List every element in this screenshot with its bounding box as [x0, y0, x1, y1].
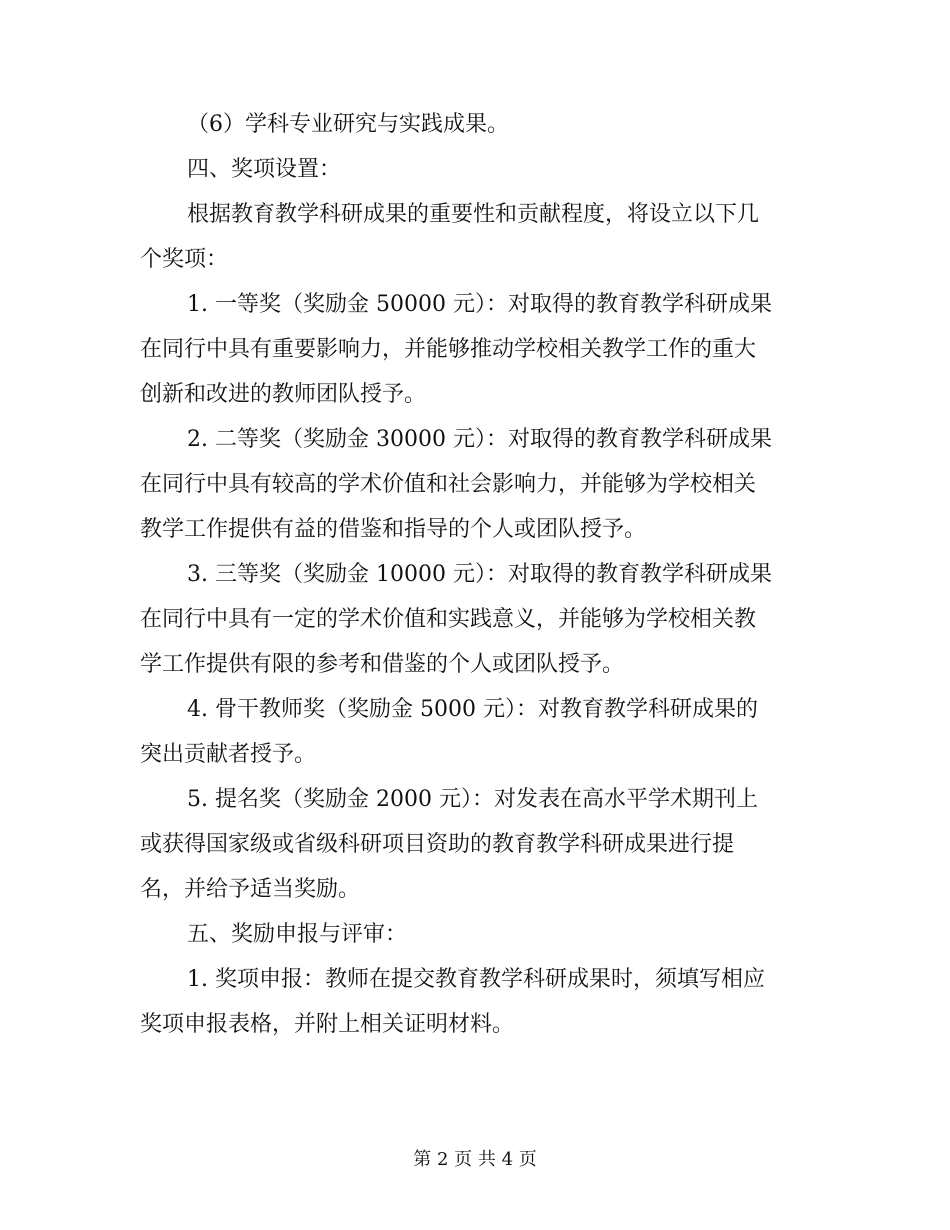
- paragraph-line: 5. 提名奖（奖励金 2000 元）：对发表在高水平学术期刊上: [187, 787, 758, 812]
- paragraph-line: 3. 三等奖（奖励金 10000 元）：对取得的教育教学科研成果: [187, 562, 772, 587]
- paragraph-line: 或获得国家级或省级科研项目资助的教育教学科研成果进行提: [140, 832, 735, 857]
- section-heading: 四、奖项设置：: [187, 157, 342, 182]
- paragraph-line: 2. 二等奖（奖励金 30000 元）：对取得的教育教学科研成果: [187, 427, 772, 452]
- paragraph-line: 在同行中具有较高的学术价值和社会影响力，并能够为学校相关: [140, 472, 757, 497]
- paragraph-line: 教学工作提供有益的借鉴和指导的个人或团队授予。: [140, 517, 647, 542]
- paragraph-line: 学工作提供有限的参考和借鉴的个人或团队授予。: [140, 652, 625, 677]
- paragraph-line: （6）学科专业研究与实践成果。: [187, 112, 509, 137]
- paragraph-line: 创新和改进的教师团队授予。: [140, 382, 427, 407]
- paragraph-line: 4. 骨干教师奖（奖励金 5000 元）：对教育教学科研成果的: [187, 697, 758, 722]
- paragraph-line: 名，并给予适当奖励。: [140, 877, 361, 902]
- paragraph-line: 在同行中具有一定的学术价值和实践意义，并能够为学校相关教: [140, 607, 757, 632]
- section-heading: 五、奖励申报与评审：: [187, 922, 408, 947]
- paragraph-line: 根据教育教学科研成果的重要性和贡献程度，将设立以下几: [187, 202, 760, 227]
- document-body: [140, 102, 810, 1047]
- paragraph-line: 个奖项：: [140, 247, 229, 272]
- paragraph-line: 在同行中具有重要影响力，并能够推动学校相关教学工作的重大: [140, 337, 757, 362]
- paragraph-line: 奖项申报表格，并附上相关证明材料。: [140, 1012, 515, 1037]
- paragraph-line: 突出贡献者授予。: [140, 742, 317, 767]
- page-number-footer: 第 2 页 共 4 页: [413, 1149, 537, 1170]
- paragraph-line: 1. 一等奖（奖励金 50000 元）：对取得的教育教学科研成果: [187, 292, 772, 317]
- paragraph-line: 1. 奖项申报：教师在提交教育教学科研成果时，须填写相应: [187, 967, 765, 992]
